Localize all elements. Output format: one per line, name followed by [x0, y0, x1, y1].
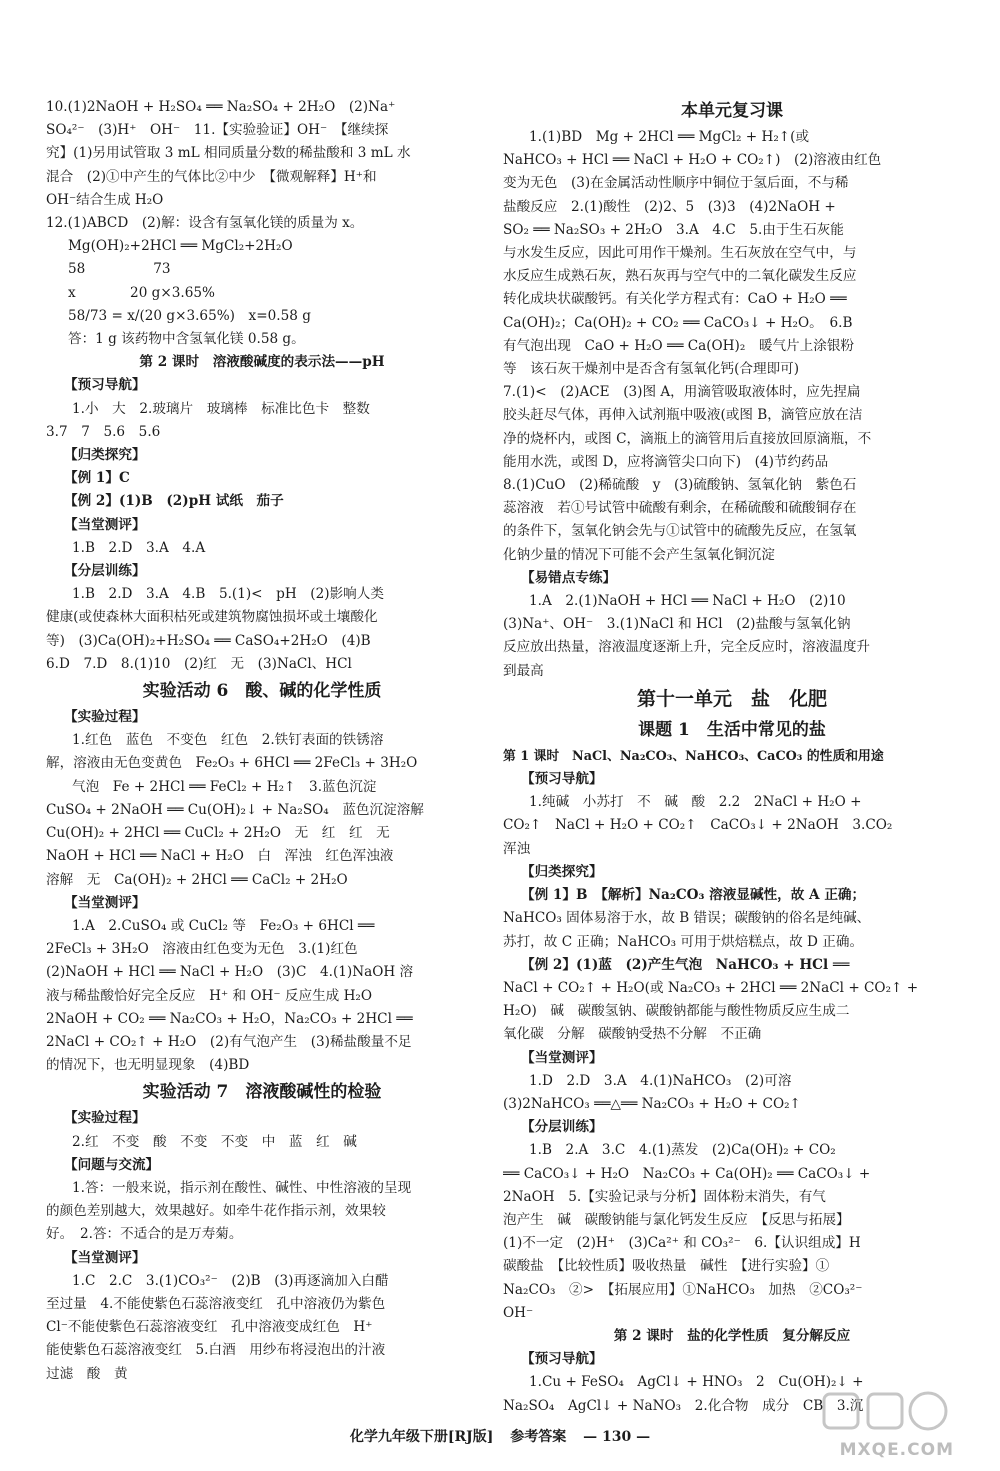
answer-line: 气泡 Fe + 2HCl ══ FeCl₂ + H₂↑ 3.蓝色沉淀 [72, 778, 377, 795]
answer-line: Cl⁻不能使紫色石蕊溶液变红 孔中溶液变成红色 H⁺ [46, 1319, 373, 1336]
answer-line: 3.7 7 5.6 5.6 [46, 423, 161, 440]
answer-line: 1.红色 蓝色 不变色 红色 2.铁钉表面的铁锈溶 [72, 732, 384, 749]
answer-line: 能用水洗，或图 D，应将滴管尖口向下) (4)节约药品 [503, 453, 829, 470]
answer-line: 能使紫色石蕊溶液变红 5.白酒 用纱布将浸泡出的汁液 [46, 1342, 386, 1359]
answer-line: 的条件下，氢氧化钠会先与①试管中的硫酸先反应，在氢氧 [503, 523, 857, 540]
answer-line: NaOH + HCl ══ NaCl + H₂O 白 浑浊 红色浑浊液 [46, 848, 394, 865]
section-label: 【分层训练】 [64, 563, 146, 580]
answer-line: 1.B 2.D 3.A 4.B 5.(1)< pH (2)影响人类 [72, 586, 384, 603]
answer-line: (2)NaOH + HCl ══ NaCl + H₂O (3)C 4.(1)NaOH 溶 [46, 964, 414, 981]
section-heading: 实验活动 6 酸、碱的化学性质 [142, 681, 382, 702]
answer-line: SO₂ ══ Na₂SO₃ + 2H₂O 3.A 4.C 5.由于生石灰能 [503, 221, 844, 238]
answer-line: 1.D 2.D 3.A 4.(1)NaHCO₃ (2)可溶 [529, 1072, 792, 1089]
answer-line: 等) (3)Ca(OH)₂+H₂SO₄ ══ CaSO₄+2H₂O (4)B [46, 632, 371, 649]
answer-line: Mg(OH)₂+2HCl ══ MgCl₂+2H₂O [68, 238, 293, 255]
section-label: 【分层训练】 [521, 1119, 603, 1136]
answer-line: CO₂↑ NaCl + H₂O + CO₂↑ CaCO₃↓ + 2NaOH 3.CO₂ [503, 817, 893, 834]
section-label: 【易错点专练】 [521, 569, 617, 586]
answer-line: Na₂SO₄ AgCl↓ + NaNO₃ 2.化合物 成分 CB 3.沉 [503, 1397, 864, 1414]
answer-line: 7.(1)< (2)ACE (3)图 A，用滴管吸取液体时，应先捏扁 [503, 384, 861, 401]
answer-line: 1.(1)BD Mg + 2HCl ══ MgCl₂ + H₂↑(或 [529, 129, 810, 145]
answer-line: H₂O) 碱 碳酸氢钠、碳酸钠都能与酸性物质反应生成二 [503, 1003, 850, 1020]
section-label: 【例 2】(1)蓝 (2)产生气泡 NaHCO₃ + HCl ══ [521, 956, 850, 973]
answer-line: 等 该石灰干燥剂中是否含有氢氧化钙(合理即可) [503, 361, 800, 378]
answer-line: 苏打，故 C 正确；NaHCO₃ 可用于烘焙糕点，故 D 正确。 [503, 933, 864, 950]
answer-line: x 20 g×3.65% [68, 284, 215, 301]
answer-line: 碳酸盐 【比较性质】吸收热量 碱性 【进行实验】① [503, 1258, 830, 1275]
answer-line: 2FeCl₃ + 3H₂O 溶液由红色变为无色 3.(1)红色 [46, 941, 358, 958]
answer-line: OH⁻ [503, 1304, 534, 1321]
answer-line: 1.B 2.D 3.A 4.A [72, 539, 206, 556]
answer-line: 答：1 g 该药物中含氢氧化镁 0.58 g。 [68, 331, 305, 348]
answer-line: 1.A 2.(1)NaOH + HCl ══ NaCl + H₂O (2)10 [529, 593, 846, 610]
section-label: 【当堂测评】 [64, 516, 146, 533]
section-label: 【实验过程】 [64, 709, 146, 726]
answer-line: 6.D 7.D 8.(1)10 (2)红 无 (3)NaCl、HCl [46, 655, 352, 672]
answer-line: 混合 (2)①中产生的气体比②中少 【微观解释】H⁺和 [46, 168, 377, 185]
answer-line: 58 73 [68, 261, 171, 278]
answer-line: (3)2NaHCO₃ ══△══ Na₂CO₃ + H₂O + CO₂↑ [503, 1095, 801, 1112]
answer-line: ══ CaCO₃↓ + H₂O Na₂CO₃ + Ca(OH)₂ ══ CaCO₃↓ + [503, 1165, 871, 1182]
answer-line: 1.Cu + FeSO₄ AgCl↓ + HNO₃ 2 Cu(OH)₂↓ + [529, 1374, 864, 1391]
left-column [46, 96, 478, 1386]
section-label: 【归类探究】 [64, 447, 146, 464]
answer-line: 有气泡出现 CaO + H₂O ══ Ca(OH)₂ 暖气片上涂银粉 [503, 337, 855, 354]
footer-page-number: — 130 — [583, 1429, 651, 1445]
section-label: 【归类探究】 [521, 863, 603, 880]
answer-line: 健康(或使森林大面积枯死或建筑物腐蚀损坏或土壤酸化 [46, 609, 378, 626]
answer-line: 到最高 [503, 662, 544, 679]
section-label: 【例 2】(1)B (2)pH 试纸 茄子 [64, 493, 284, 510]
answer-line: 转化成块状碳酸钙。有关化学方程式有：CaO + H₂O ══ [503, 291, 847, 308]
answer-line: 12.(1)ABCD (2)解：设含有氢氧化镁的质量为 x。 [46, 215, 364, 232]
answer-line: 蕊溶液 若①号试管中硫酸有剩余，在稀硫酸和硫酸铜存在 [503, 500, 857, 517]
section-label: 【例 1】B 【解析】Na₂CO₃ 溶液显碱性，故 A 正确； [521, 887, 866, 904]
section-label: 【预习导航】 [521, 771, 603, 788]
answer-line: 泡产生 碱 碳酸钠能与氯化钙发生反应 【反思与拓展】 [503, 1211, 850, 1228]
answer-line: OH⁻结合生成 H₂O [46, 191, 164, 208]
answer-line: 解，溶液由无色变黄色 Fe₂O₃ + 6HCl ══ 2FeCl₃ + 3H₂O [46, 755, 418, 772]
answer-line: 10.(1)2NaOH + H₂SO₄ ══ Na₂SO₄ + 2H₂O (2)Na⁺ [46, 99, 396, 115]
answer-line: NaCl + CO₂↑ + H₂O(或 Na₂CO₃ + 2HCl ══ 2NaCl + CO₂↑ + [503, 979, 919, 996]
answer-line: 58/73 = x/(20 g×3.65%) x=0.58 g [68, 307, 311, 324]
answer-line: 溶解 无 Ca(OH)₂ + 2HCl ══ CaCl₂ + 2H₂O [46, 871, 348, 888]
section-heading: 第十一单元 盐 化肥 [636, 687, 827, 710]
section-label: 【例 1】C [64, 470, 130, 487]
answer-line: 液与稀盐酸恰好完全反应 H⁺ 和 OH⁻ 反应生成 H₂O [46, 987, 373, 1004]
answer-line: 1.答：一般来说，指示剂在酸性、碱性、中性溶液的呈现 [72, 1179, 412, 1196]
watermark-text: MXQE.COM [839, 1440, 954, 1460]
answer-line: 净的烧杯内，或图 C，滴瓶上的滴管用后直接放回原滴瓶，不 [503, 430, 872, 447]
answer-line: 1.B 2.A 3.C 4.(1)蒸发 (2)Ca(OH)₂ + CO₂ [529, 1142, 836, 1159]
answer-line: 过滤 酸 黄 [46, 1365, 128, 1382]
section-label: 【预习导航】 [521, 1351, 603, 1368]
answer-line: Ca(OH)₂；Ca(OH)₂ + CO₂ ══ CaCO₃↓ + H₂O。 6.B [503, 314, 853, 331]
answer-line: 1.小 大 2.玻璃片 玻璃棒 标准比色卡 整数 [72, 400, 370, 417]
answer-line: (3)Na⁺、OH⁻ 3.(1)NaCl 和 HCl (2)盐酸与氢氧化钠 [503, 616, 851, 633]
answer-line: 盐酸反应 2.(1)酸性 (2)2、5 (3)3 (4)2NaOH + [503, 198, 836, 215]
answer-line: 1.A 2.CuSO₄ 或 CuCl₂ 等 Fe₂O₃ + 6HCl ══ [72, 917, 375, 934]
answer-line: 变为无色 (3)在金属活动性顺序中铜位于氢后面，不与稀 [503, 175, 849, 192]
answer-line: CuSO₄ + 2NaOH ══ Cu(OH)₂↓ + Na₂SO₄ 蓝色沉淀溶解 [46, 801, 424, 818]
answer-line: 浑浊 [503, 840, 531, 857]
answer-line: 氧化碳 分解 碳酸钠受热不分解 不正确 [503, 1026, 762, 1043]
section-heading: 本单元复习课 [681, 101, 783, 121]
footer-section: 参考答案 [510, 1429, 567, 1445]
answer-line: 的情况下，也无明显现象 (4)BD [46, 1057, 250, 1074]
answer-line: 1.纯碱 小苏打 不 碱 酸 2.2 2NaCl + H₂O + [529, 794, 862, 811]
answer-line: 化钠少量的情况下可能不会产生氢氧化铜沉淀 [503, 546, 775, 563]
right-column [503, 96, 961, 1418]
answer-line: Cu(OH)₂ + 2HCl ══ CuCl₂ + 2H₂O 无 红 红 无 [46, 825, 390, 842]
answer-line: SO₄²⁻ (3)H⁺ OH⁻ 11.【实验验证】OH⁻ 【继续探 [46, 122, 389, 139]
answer-line: 1.C 2.C 3.(1)CO₃²⁻ (2)B (3)再逐滴加入白醋 [72, 1272, 389, 1289]
section-heading: 第 1 课时 NaCl、Na₂CO₃、NaHCO₃、CaCO₃ 的性质和用途 [503, 748, 884, 764]
section-heading: 课题 1 生活中常见的盐 [638, 719, 826, 740]
answer-line: 与水发生反应，因此可用作干燥剂。生石灰放在空气中，与 [503, 245, 857, 262]
section-label: 【当堂测评】 [64, 894, 146, 911]
answer-line: 究】(1)另用试管取 3 mL 相同质量分数的稀盐酸和 3 mL 水 [46, 145, 411, 162]
footer-subject: 化学九年级下册[RJ版] [349, 1429, 494, 1445]
section-label: 【当堂测评】 [521, 1049, 603, 1066]
answer-line: 的颜色差别越大，效果越好。如牵牛花作指示剂，效果较 [46, 1203, 386, 1220]
answer-line: 好。 2.答：不适合的是万寿菊。 [46, 1226, 243, 1243]
answer-line: NaHCO₃ + HCl ══ NaCl + H₂O + CO₂↑) (2)溶液由红色 [503, 152, 882, 169]
section-label: 【当堂测评】 [64, 1249, 146, 1266]
section-label: 【实验过程】 [64, 1110, 146, 1127]
section-heading: 第 2 课时 盐的化学性质 复分解反应 [613, 1327, 851, 1344]
answer-line: 2NaOH + CO₂ ══ Na₂CO₃ + H₂O，Na₂CO₃ + 2HCl ══ [46, 1010, 413, 1027]
answer-line: Na₂CO₃ ②> 【拓展应用】①NaHCO₃ 加热 ②CO₃²⁻ [503, 1281, 863, 1298]
answer-line: 8.(1)CuO (2)稀硫酸 y (3)硫酸钠、氢氧化钠 紫色石 [503, 477, 857, 494]
section-label: 【问题与交流】 [64, 1156, 160, 1173]
answer-line: 水反应生成熟石灰，熟石灰再与空气中的二氧化碳发生反应 [503, 268, 857, 285]
answer-line: 2.红 不变 酸 不变 不变 中 蓝 红 碱 [72, 1133, 357, 1150]
section-label: 【预习导航】 [64, 377, 146, 394]
section-heading: 第 2 课时 溶液酸碱度的表示法——pH [139, 354, 385, 371]
answer-line: 2NaOH 5.【实验记录与分析】固体粉末消失，有气 [503, 1188, 826, 1205]
answer-line: 2NaCl + CO₂↑ + H₂O (2)有气泡产生 (3)稀盐酸量不足 [46, 1033, 412, 1050]
answer-line: 胶头赶尽气体，再伸入试剂瓶中吸液(或图 B，滴管应放在洁 [503, 407, 863, 424]
answer-line: NaHCO₃ 固体易溶于水，故 B 错误；碳酸钠的俗名是纯碱、 [503, 910, 871, 927]
answer-line: (1)不一定 (2)H⁺ (3)Ca²⁺ 和 CO₃²⁻ 6.【认识组成】H [503, 1235, 861, 1252]
watermark-logo [816, 1388, 966, 1460]
watermark-logo-icon [816, 1388, 966, 1448]
answer-line: 至过量 4.不能使紫色石蕊溶液变红 孔中溶液仍为紫色 [46, 1295, 386, 1312]
answer-line: 反应放出热量，溶液温度逐渐上升，完全反应时，溶液温度升 [503, 639, 871, 656]
section-heading: 实验活动 7 溶液酸碱性的检验 [142, 1082, 382, 1103]
